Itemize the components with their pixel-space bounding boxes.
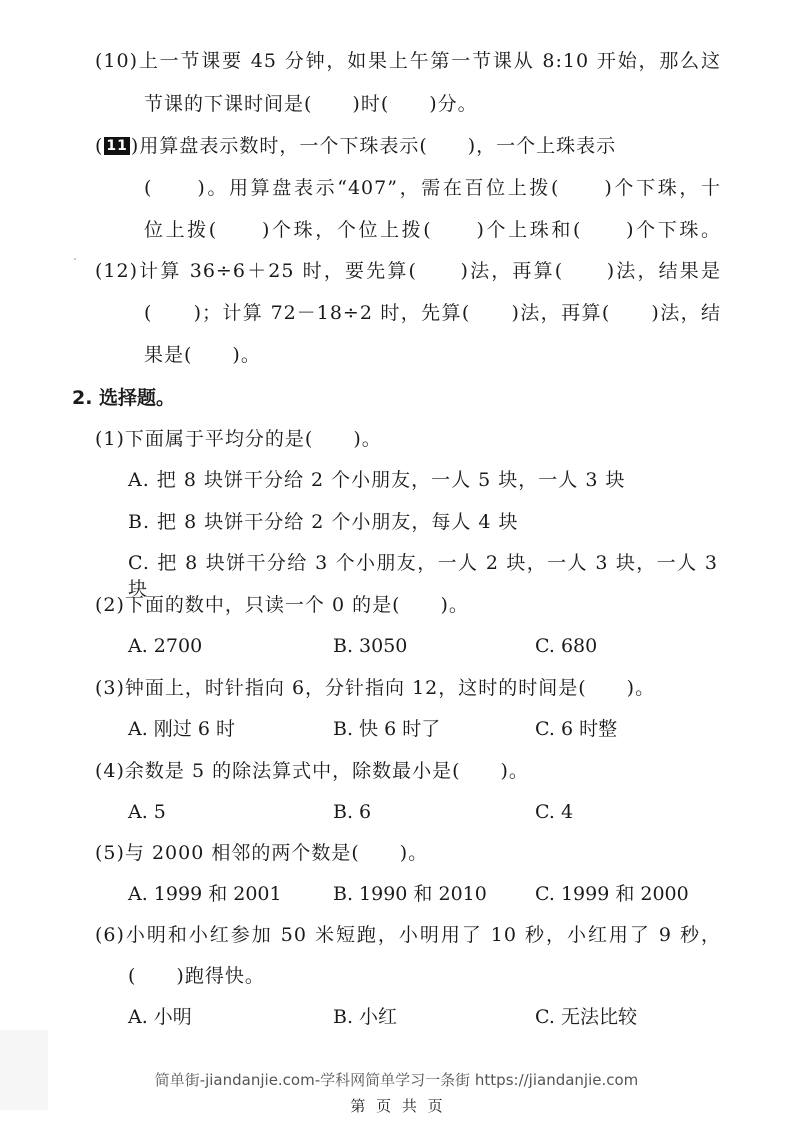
q11-line3: 位上拨( )个珠，个位上拨( )个上珠和( )个下珠。 xyxy=(144,219,721,241)
choice-q3-option-a: A. 刚过 6 时 xyxy=(128,718,235,740)
q10-line2: 节课的下课时间是( )时( )分。 xyxy=(144,93,478,115)
q11-open-paren: ( xyxy=(95,135,104,157)
choice-q5-stem: (5)与 2000 相邻的两个数是( )。 xyxy=(95,842,429,864)
choice-q1-option-b: B. 把 8 块饼干分给 2 个小朋友，每人 4 块 xyxy=(128,511,519,533)
scan-speck xyxy=(74,258,76,260)
choice-q5-option-c: C. 1999 和 2000 xyxy=(535,883,689,905)
choice-q6-stem-cont: ( )跑得快。 xyxy=(128,965,265,987)
choice-q4-stem: (4)余数是 5 的除法算式中，除数最小是( )。 xyxy=(95,760,529,782)
choice-q3-option-c: C. 6 时整 xyxy=(535,718,618,740)
footer-page-number: 第 页 共 页 xyxy=(350,1097,443,1115)
q11-number-badge: 11 xyxy=(106,138,128,154)
choice-q4-option-a: A. 5 xyxy=(128,801,166,823)
choice-q5-option-b: B. 1990 和 2010 xyxy=(333,883,487,905)
choice-q6-option-a: A. 小明 xyxy=(128,1006,192,1028)
choice-q3-stem: (3)钟面上，时针指向 6，分针指向 12，这时的时间是( )。 xyxy=(95,677,656,699)
section-title-choice: 2. 选择题。 xyxy=(72,387,176,409)
q11-line1-text: )用算盘表示数时，一个下珠表示( )，一个上珠表示 xyxy=(130,135,617,157)
choice-q2-stem: (2)下面的数中，只读一个 0 的是( )。 xyxy=(95,594,469,616)
choice-q1-option-a: A. 把 8 块饼干分给 2 个小朋友，一人 5 块，一人 3 块 xyxy=(128,469,626,491)
choice-q2-option-c: C. 680 xyxy=(535,635,598,657)
choice-q6-option-c: C. 无法比较 xyxy=(535,1006,637,1028)
choice-q6-option-b: B. 小红 xyxy=(333,1006,398,1028)
q12-line1: (12)计算 36÷6＋25 时，要先算( )法，再算( )法，结果是 xyxy=(95,260,721,282)
choice-q6-stem: (6)小明和小红参加 50 米短跑，小明用了 10 秒，小红用了 9 秒， xyxy=(95,924,721,946)
choice-q1-option-c: C. 把 8 块饼干分给 3 个小朋友，一人 2 块，一人 3 块，一人 3 块 xyxy=(128,552,718,600)
choice-q2-option-b: B. 3050 xyxy=(333,635,408,657)
q11-line2: ( )。用算盘表示“407”，需在百位上拨( )个下珠，十 xyxy=(144,177,721,199)
choice-q5-option-a: A. 1999 和 2001 xyxy=(128,883,282,905)
q10-line1: (10)上一节课要 45 分钟，如果上午第一节课从 8:10 开始，那么这 xyxy=(95,50,721,72)
q11-line1 xyxy=(95,133,721,159)
q12-line3: 果是( )。 xyxy=(144,344,261,366)
choice-q4-option-c: C. 4 xyxy=(535,801,574,823)
choice-q3-option-b: B. 快 6 时了 xyxy=(333,718,441,740)
choice-q2-option-a: A. 2700 xyxy=(128,635,203,657)
choice-q1-stem: (1)下面属于平均分的是( )。 xyxy=(95,428,382,450)
choice-q4-option-b: B. 6 xyxy=(333,801,372,823)
q12-line2: ( )；计算 72－18÷2 时，先算( )法，再算( )法，结 xyxy=(144,302,721,324)
footer-source-line: 简单街-jiandanjie.com-学科网简单学习一条街 https://jiandanjie.com xyxy=(154,1071,639,1089)
